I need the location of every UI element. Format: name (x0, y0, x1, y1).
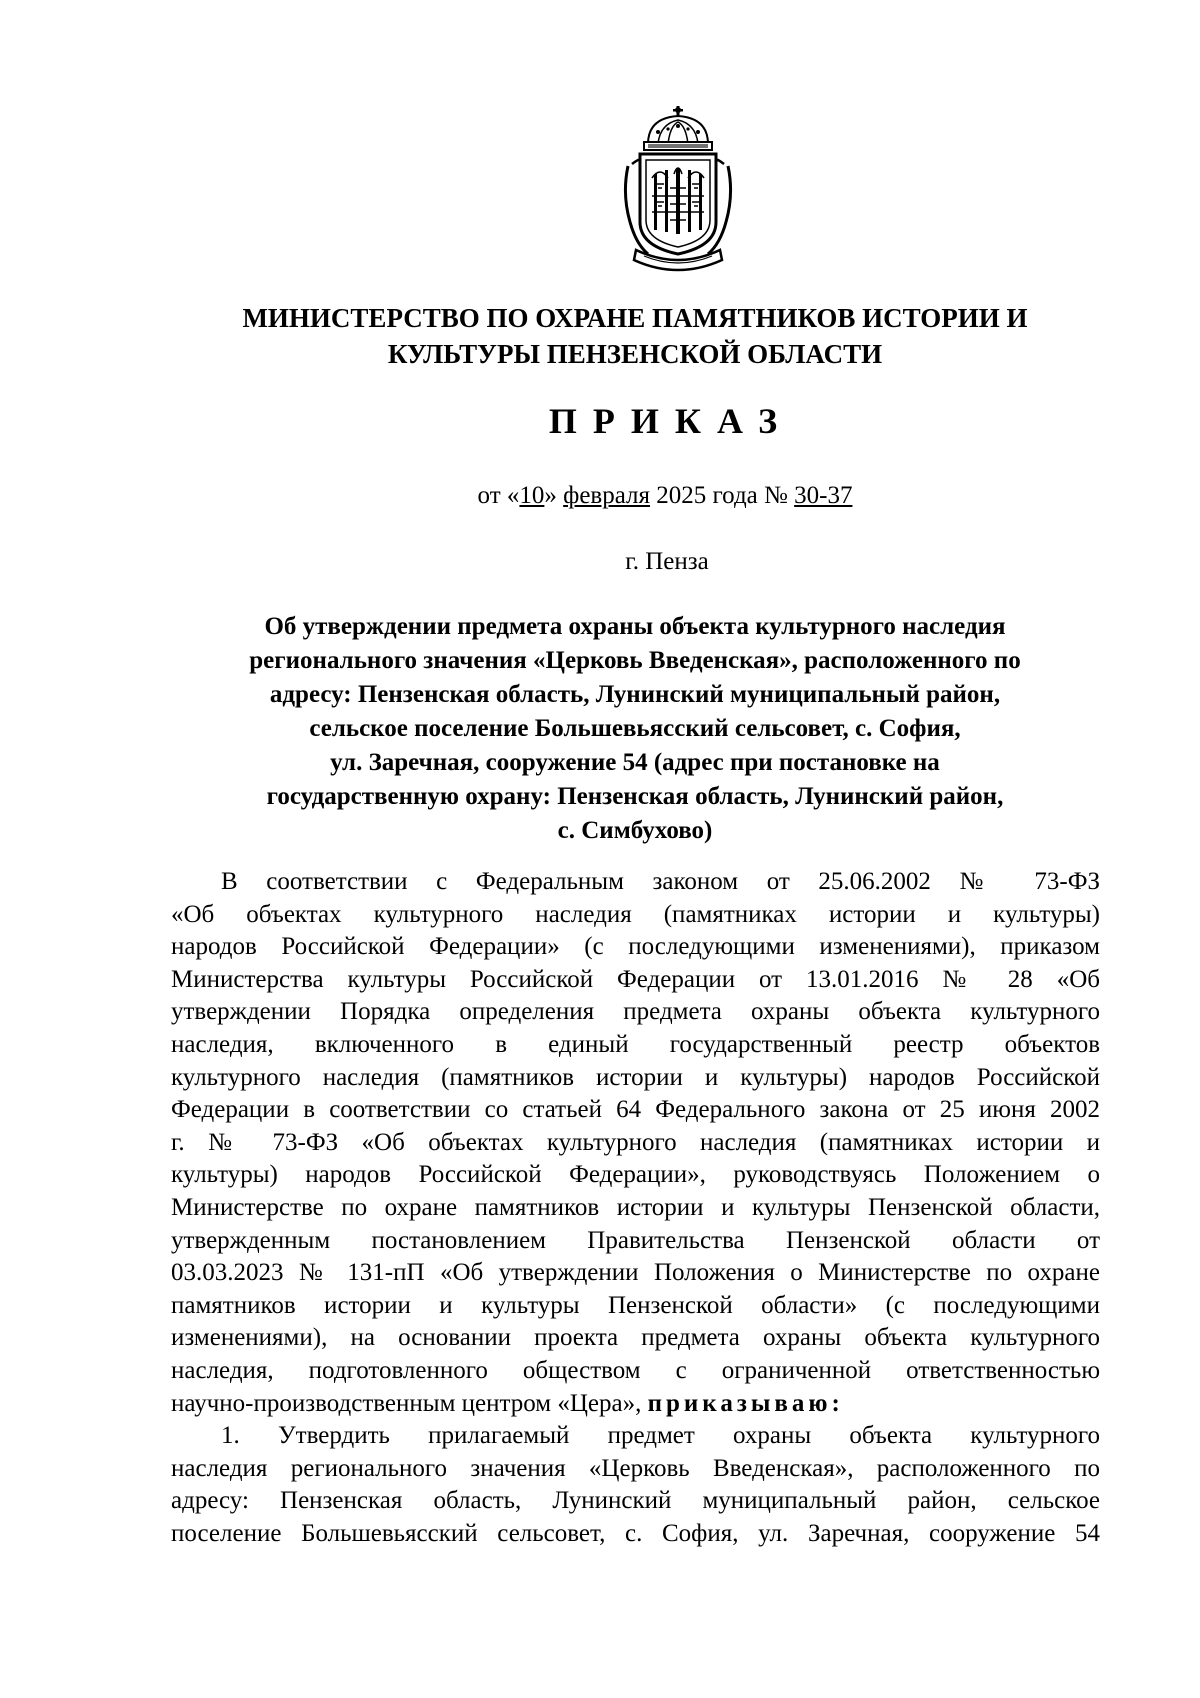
date-prefix: от « (477, 482, 520, 509)
coat-of-arms-emblem (618, 104, 738, 272)
subject-line: государственную охрану: Пензенская область, Лунинский район, (266, 783, 1004, 810)
item-1-line: наследия регионального значения «Церковь Введенская», расположенного по (171, 1454, 1100, 1482)
subject-line: Об утверждении предмета охраны объекта культурного наследия (264, 613, 1006, 640)
order-title: ПРИКАЗ (548, 401, 794, 441)
item-1-line: поселение Большевьясский сельсовет, с. София, ул. Заречная, сооружение 54 (171, 1519, 1100, 1547)
order-word: приказываю: (647, 1389, 844, 1417)
preamble-ending: научно-производственным центром «Цера», (171, 1389, 648, 1417)
ministry-name (170, 300, 1100, 372)
body-line: Федерации в соответствии со статьей 64 Федерального закона от 25 июня 2002 (171, 1096, 1100, 1124)
order-day: 10 (519, 482, 545, 509)
order-month: февраля (563, 482, 651, 509)
subject-line: адресу: Пензенская область, Лунинский муниципальный район, (269, 681, 1001, 708)
order-number: 30-37 (794, 482, 853, 509)
body-line: наследия, включенного в единый государственный реестр объектов (171, 1030, 1100, 1058)
body-line: Министерства культуры Российской Федерации от 13.01.2016 № 28 «Об (171, 965, 1100, 993)
item-1-line: адресу: Пензенская область, Лунинский муниципальный район, сельское (171, 1487, 1100, 1515)
date-mid-2: 2025 года № (650, 482, 795, 509)
subject-line: сельское поселение Большевьясский сельсовет, с. София, (309, 715, 961, 742)
body-line: Министерстве по охране памятников истории и культуры Пензенской области, (171, 1193, 1100, 1221)
subject-line: с. Симбухово) (557, 817, 713, 844)
item-1-line: 1. Утвердить прилагаемый предмет охраны объекта культурного (221, 1422, 1100, 1450)
body-line: г. № 73-ФЗ «Об объектах культурного наследия (памятниках истории и (171, 1128, 1100, 1156)
order-subject (170, 610, 1100, 848)
body-line: утвержденным постановлением Правительства Пензенской области от (171, 1226, 1100, 1254)
date-mid-1: » (544, 482, 564, 509)
body-line: культурного наследия (памятников истории и культуры) народов Российской (171, 1063, 1100, 1091)
body-line: «Об объектах культурного наследия (памятниках истории и культуры) (171, 900, 1100, 928)
body-line: наследия, подготовленного обществом с ограниченной ответственностью (171, 1356, 1100, 1384)
ministry-name-line-1: МИНИСТЕРСТВО ПО ОХРАНЕ ПАМЯТНИКОВ ИСТОРИИ И (242, 303, 1028, 333)
order-date-line (0, 482, 1200, 510)
ministry-name-line-2: КУЛЬТУРЫ ПЕНЗЕНСКОЙ ОБЛАСТИ (387, 339, 883, 369)
body-line: В соответствии с Федеральным законом от 25.06.2002 № 73-ФЗ (221, 868, 1100, 895)
body-line: утверждении Порядка определения предмета охраны объекта культурного (171, 998, 1100, 1026)
body-line: культуры) народов Российской Федерации», руководствуясь Положением о (171, 1161, 1100, 1189)
body-line (171, 1388, 1100, 1421)
body-line: изменениями), на основании проекта предмета охраны объекта культурного (171, 1324, 1100, 1352)
subject-line: ул. Заречная, сооружение 54 (адрес при постановке на (330, 749, 940, 776)
order-city: г. Пенза (625, 548, 709, 575)
order-body (171, 866, 1100, 1550)
body-line: 03.03.2023 № 131-пП «Об утверждении Положения о Министерстве по охране (171, 1259, 1100, 1287)
subject-line: регионального значения «Церковь Введенская», расположенного по (249, 647, 1021, 674)
body-line: народов Российской Федерации» (с последующими изменениями), приказом (171, 933, 1100, 961)
body-line: памятников истории и культуры Пензенской области» (с последующими (171, 1291, 1100, 1319)
